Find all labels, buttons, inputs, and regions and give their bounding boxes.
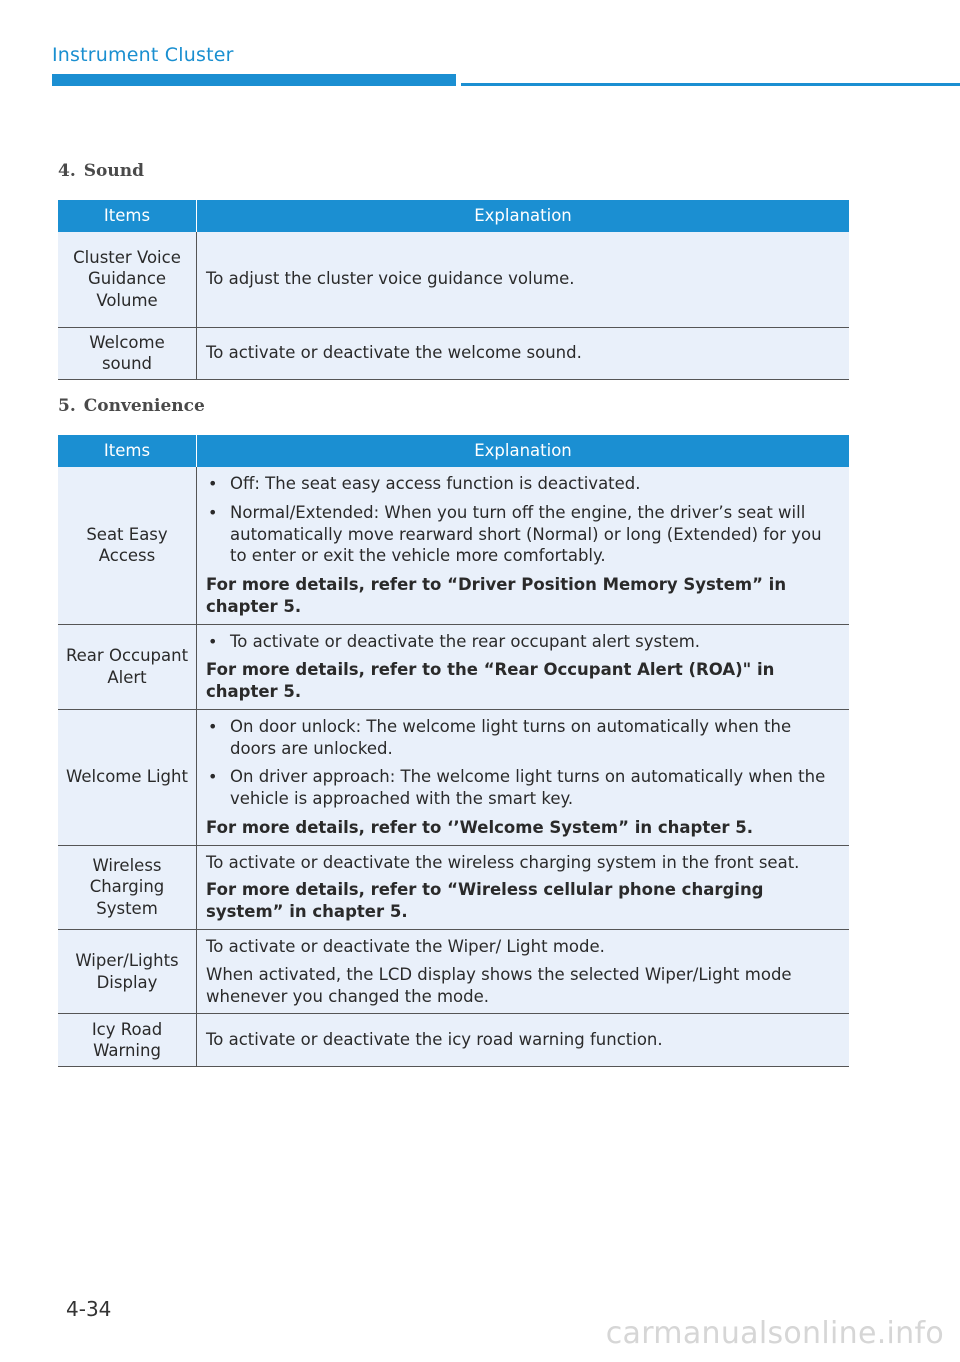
bullet-item: • Off: The seat easy access function is deactivated. (208, 474, 641, 493)
table-row (58, 1014, 849, 1067)
row-explanation (197, 930, 850, 1014)
table-row (58, 709, 849, 845)
sound-table (58, 200, 849, 380)
bullet-icon: • (208, 502, 218, 522)
row-explanation: To adjust the cluster voice guidance volume. (197, 232, 850, 327)
column-header-explanation: Explanation (197, 435, 850, 467)
reference-note: For more details, refer to “Wireless cellular phone charging system” in chapter 5. (206, 880, 764, 922)
bullet-icon: • (208, 631, 218, 651)
section-title-convenience: 5. Convenience (58, 396, 205, 416)
bullet-item: • On door unlock: The welcome light turns on automatically when the doors are unlocked. (208, 716, 792, 758)
reference-note: For more details, refer to the “Rear Occupant Alert (ROA)" in chapter 5. (206, 660, 775, 702)
table-row (58, 930, 849, 1014)
page-number: 4-34 (66, 1297, 112, 1321)
table-row (58, 232, 849, 327)
bullet-item: • On driver approach: The welcome light turns on automatically when the vehicle is approached with the smart key. (208, 767, 826, 809)
row-explanation: To activate or deactivate the welcome sound. (197, 327, 850, 380)
row-explanation (197, 1014, 850, 1067)
bullet-icon: • (208, 716, 218, 736)
bullet-item: • Normal/Extended: When you turn off the engine, the driver’s seat will automatically move rearward short (Normal) or long (Extended) for you to enter or exit the vehicle more comfortably. (208, 502, 822, 566)
bullet-item: • To activate or deactivate the rear occupant alert system. (208, 631, 701, 651)
row-item: Welcome Light (58, 709, 197, 845)
table-row (58, 624, 849, 709)
row-item: Cluster Voice Guidance Volume (58, 232, 197, 327)
explanation-text: When activated, the LCD display shows the selected Wiper/Light mode whenever you changed the mode. (206, 964, 792, 1006)
table-header-row (58, 435, 849, 467)
table-row (58, 845, 849, 929)
row-item: Seat Easy Access (58, 467, 197, 624)
watermark: carmanualsonline.info (605, 1316, 944, 1351)
column-header-items: Items (58, 200, 197, 232)
reference-note: For more details, refer to ‘’Welcome System” in chapter 5. (206, 817, 754, 837)
row-item: Rear Occupant Alert (58, 624, 197, 709)
row-item: Welcome sound (58, 327, 197, 380)
bullet-icon: • (208, 474, 218, 493)
explanation-text: To activate or deactivate the icy road warning function. (206, 1030, 663, 1050)
table-header-row (58, 200, 849, 232)
table-row (58, 327, 849, 380)
row-explanation (197, 467, 850, 624)
reference-note: For more details, refer to “Driver Position Memory System” in chapter 5. (206, 575, 787, 616)
row-explanation (197, 624, 850, 709)
table-row (58, 467, 849, 624)
explanation-text: To activate or deactivate the Wiper/ Light mode. (206, 937, 605, 957)
row-explanation (197, 845, 850, 929)
row-item: Icy Road Warning (58, 1014, 197, 1067)
column-header-explanation: Explanation (197, 200, 850, 232)
bullet-icon: • (208, 767, 218, 787)
column-header-items: Items (58, 435, 197, 467)
explanation-text: To activate or deactivate the wireless charging system in the front seat. (206, 852, 800, 872)
row-explanation (197, 709, 850, 845)
header-bar (52, 74, 456, 86)
row-item: Wiper/Lights Display (58, 930, 197, 1014)
section-title-sound: 4. Sound (58, 161, 144, 181)
row-item: Wireless Charging System (58, 845, 197, 929)
header-rule (461, 83, 960, 86)
convenience-table (58, 435, 849, 1067)
header-title: Instrument Cluster (52, 44, 234, 66)
